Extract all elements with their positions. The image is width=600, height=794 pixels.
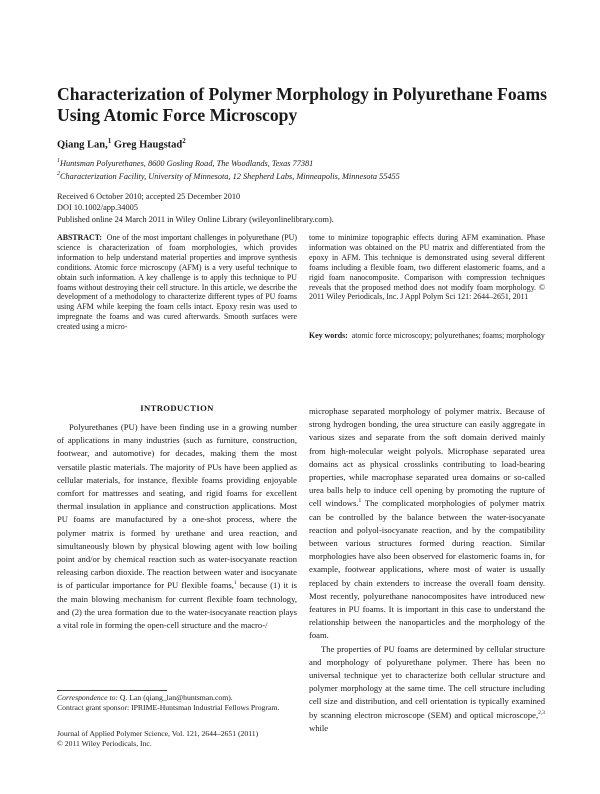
citation-ref: 2,3	[538, 709, 545, 716]
author-name: Qiang Lan,	[57, 139, 108, 151]
body-right-column	[309, 405, 545, 735]
publication-dates	[57, 191, 334, 225]
footnotes	[57, 693, 297, 712]
correspondence-note	[57, 693, 297, 703]
author-affil-mark: 2	[182, 137, 186, 145]
citation-ref: 1	[233, 580, 237, 587]
affiliation-mark: 2	[57, 171, 60, 178]
grant-note: Contract grant sponsor: IPRIME-Huntsman Industrial Fellows Program.	[57, 702, 280, 712]
paragraph	[57, 421, 297, 632]
affiliation-line	[57, 156, 400, 169]
doi: DOI 10.1002/app.34005	[57, 203, 138, 213]
paragraph	[309, 405, 545, 643]
affiliation-text: Characterization Facility, University of Minnesota, 12 Shepherd Labs, Minneapolis, Minnesota 55455	[60, 172, 400, 182]
paragraph-text: while	[309, 722, 329, 733]
keywords-label: Key words:	[309, 331, 348, 340]
paragraph-text: The complicated morphologies of polymer matrix can be controlled by the balance between the water-isocyanate reaction and polyol-isocyanate reaction, and by the compatibility between various structures formed during reaction. Similar morphologies have also been observed for elastomeric foams in, for example, footwear applications, where most of water is usually replaced by chain extenders to increase the overall foam density. Most recently, polyurethane nanocomposites have introduced new features in PU foams. It is important in this case to understand the relationship between the nanoparticles and the morphology of the foam.	[309, 498, 545, 641]
author-affil-mark: 1	[107, 137, 112, 145]
affiliation-line	[57, 169, 400, 182]
abstract-right-column	[309, 233, 545, 302]
body-left-column	[57, 421, 297, 632]
paragraph-text: The properties of PU foams are determined by cellular structure and morphology of polyurethane polymer. There has been no universal technique yet to characterize both cellular structure and polymer morphology at the same time. The cell structure including cell size and distribution, and cell orientation is typically examined by scanning electron microscope (SEM) and optical microscope,	[309, 643, 545, 720]
affiliation-text: Huntsman Polyurethanes, 8600 Gosling Road, The Woodlands, Texas 77381	[60, 158, 314, 168]
copyright-line: © 2011 Wiley Periodicals, Inc.	[57, 738, 152, 748]
keywords-text: atomic force microscopy; polyurethanes; foams; morphology	[351, 331, 545, 340]
paragraph-text: microphase separated morphology of polymer matrix. Because of strong hydrogen bonding, the urea structure can easily aggregate in various sizes and separate from the soft domain derived mainly from high-molecular weight polyols. Microphase separated urea domains act as physical crosslinks contributing to load-bearing properties, while macrophase separated urea domains or so-called urea balls help to induce cell opening by promoting the rupture of cell windows.	[309, 406, 545, 509]
correspondence-text: Q. Lan (qiang_lan@huntsman.com).	[118, 693, 233, 702]
journal-citation	[57, 729, 297, 748]
abstract-left-column	[57, 233, 297, 332]
affiliation-mark: 1	[57, 158, 60, 164]
citation-ref: 1	[358, 498, 362, 505]
journal-line: Journal of Applied Polymer Science, Vol. 121, 2644–2651 (2011)	[57, 729, 259, 738]
paragraph	[309, 643, 545, 735]
received-date: Received 6 October 2010; accepted 25 December 2010	[57, 192, 241, 201]
section-heading-introduction: INTRODUCTION	[140, 403, 214, 413]
paragraph-text: because (1) it is the main blowing mechanism for current flexible foam technology, and (2) the urea formation due to the water-isocyanate reaction plays a vital role in forming the open-cell structure and the macro-/	[57, 580, 297, 631]
affiliations	[57, 156, 400, 183]
author-list	[57, 137, 186, 151]
paragraph-text: Polyurethanes (PU) have been finding use in a growing number of applications in many industries (such as furniture, construction, footwear, and automotive) for decades, making them the most versatile plastic materials. The majority of PUs have been applied as cellular materials, for instance, flexible foams providing enjoyable comfort for mattresses and seating, and rigid foams for excellent thermal insulation in appliance and construction applications. Most PU foams are manufactured by a one-shot process, where the polymer matrix is formed by urethane and urea reaction, and simultaneously blown by physical blowing agent with low boiling point and/or by chemical reaction such as water-isocyanate reaction releasing carbon dioxide. The reaction between water and isocyanate is of particular importance for PU flexible foams,	[57, 422, 297, 591]
abstract-text-left: One of the most important challenges in polyurethane (PU) science is characterization of foam morphologies, which provides information to help understand material properties and improve synthesis conditions. Atomic force microscopy (AFM) is a very useful technique to obtain such information. A key challenge is to apply this technique to PU foams without destroying their cell structure. In this article, we describe the development of a methodology to characterize different types of PU foams using AFM while keeping the foam cells intact. Epoxy resin was used to impregnate the foams and was cured afterwards. Smooth surfaces were created using a micro-	[57, 233, 297, 332]
article-title: Characterization of Polymer Morphology in Polyurethane Foams Using Atomic Force Microscopy	[57, 84, 547, 125]
abstract-label: ABSTRACT:	[57, 233, 103, 242]
published-online: Published online 24 March 2011 in Wiley Online Library (wileyonlinelibrary.com).	[57, 214, 334, 224]
abstract-text-right: tome to minimize topographic effects during AFM examination. Phase information was obtained on the PU matrix and differentiated from the epoxy in AFM. This technique is demonstrated using several different foams including a flexible foam, two different elastomeric foams, and a rigid foam nanocomposite. Comparison with compression techniques reveals that the proposed method does not modify foam morphology. © 2011 Wiley Periodicals, Inc. J Appl Polym Sci 121: 2644–2651, 2011	[309, 233, 545, 302]
footnote-divider	[57, 690, 167, 691]
correspondence-label: Correspondence to:	[57, 693, 118, 702]
author-name: Greg Haugstad	[113, 139, 183, 151]
keywords	[309, 331, 545, 341]
